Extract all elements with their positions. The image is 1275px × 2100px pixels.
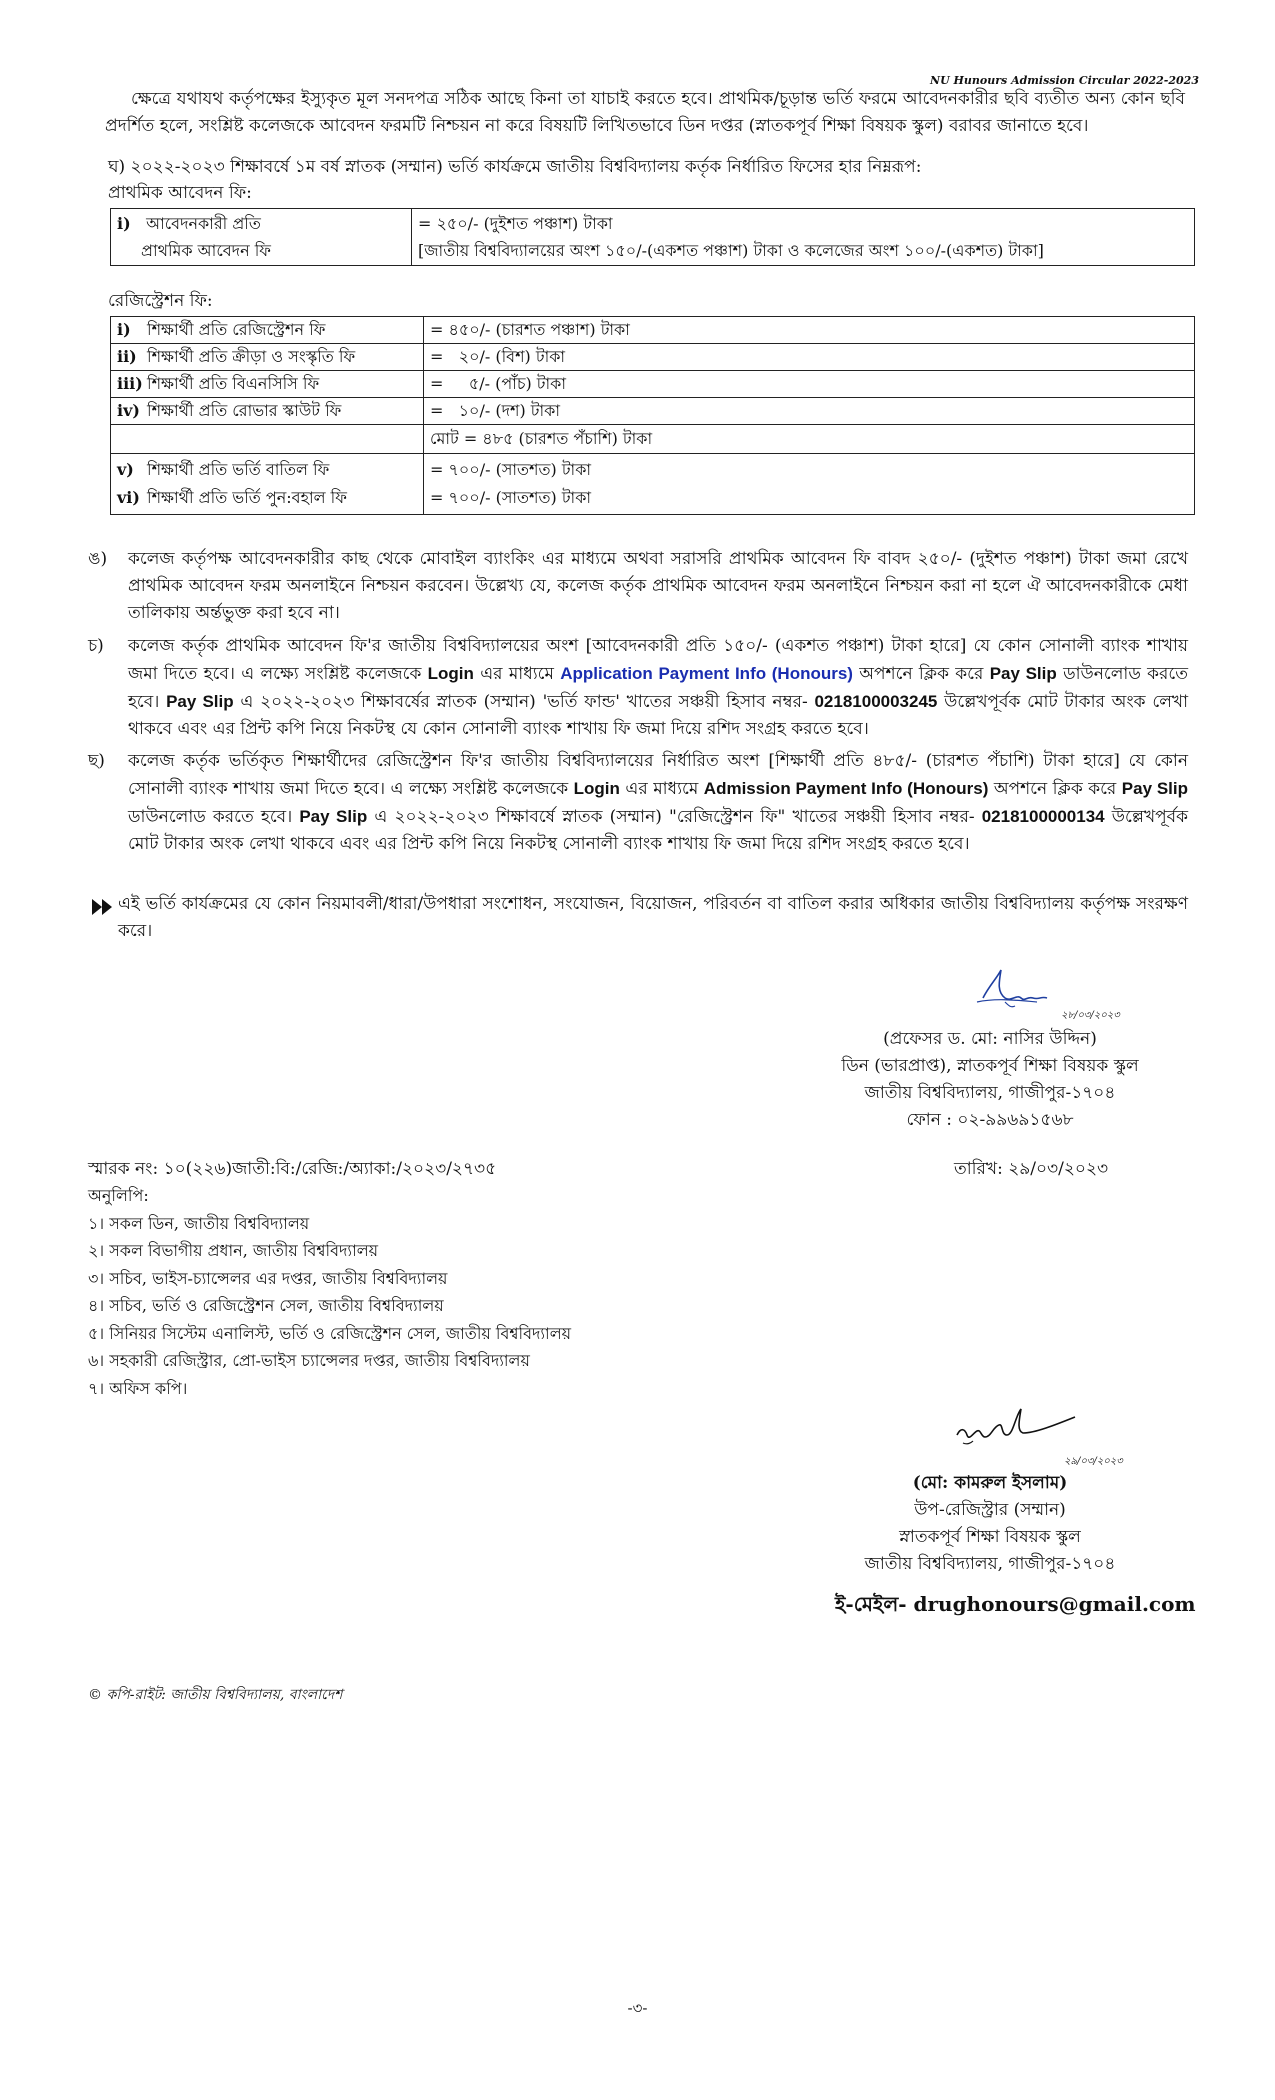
circular-header-note: NU Hunours Admission Circular 2022-2023 xyxy=(930,74,1199,87)
roman-numeral: vi) xyxy=(117,488,140,507)
memo-date: তারিখ: ২৯/০৩/২০২৩ xyxy=(954,1159,1109,1179)
deputy-registrar-title: উপ-রেজিস্ট্রার (সম্মান) xyxy=(914,1500,1066,1520)
roman-numeral: ii) xyxy=(117,347,137,366)
roman-numeral: i) xyxy=(117,214,131,233)
admission-payment-info-option: Admission Payment Info (Honours) xyxy=(703,779,989,798)
text-run: উল্লেখপূর্বক মোট টাকার অংক লেখা থাকবে এবং এর প্রিন্ট কপি নিয়ে নিকটস্থ যে কোন সোনালী ব্যাংক শাখায় ফি জমা দিয়ে রশিদ সংগ্রহ করতে হবে। xyxy=(128,692,1188,739)
fee-amount: = ৪৫০/- (চারশত পঞ্চাশ) টাকা xyxy=(430,320,630,339)
list-item: ১। সকল ডিন, জাতীয় বিশ্ববিদ্যালয় xyxy=(88,1213,310,1233)
roman-numeral: iv) xyxy=(117,401,140,420)
clause-uma xyxy=(88,546,1188,627)
application-payment-info-option: Application Payment Info (Honours) xyxy=(560,664,853,683)
deputy-registrar-name: (মো: কামরুল ইসলাম) xyxy=(912,1473,1068,1493)
contact-email-line xyxy=(835,1590,1196,1623)
intro-paragraph: ক্ষেত্রে যথাযথ কর্তৃপক্ষের ইস্যুকৃত মূল সনদপত্র সঠিক আছে কিনা তা যাচাই করতে হবে। প্রাথমিক/চূড়ান্ত ভর্তি ফরমে আবেদনকারীর ছবি ব্যতীত অন্য কোন ছবি প্রদর্শিত হলে, সংশ্লিষ্ট কলেজকে আবেদন ফরমটি নিশ্চয়ন না করে বিষয়টি লিখিতভাবে ডিন দপ্তর (স্নাতকপূর্ব শিক্ষা বিষয়ক স্কুল) বরাবর জানাতে হবে। xyxy=(105,89,1185,136)
memo-reference: স্মারক নং: ১০(২২৬)জাতী:বি:/রেজি:/অ্যাকা:/২০২৩/২৭৩৫ xyxy=(88,1159,497,1179)
registration-fee-row xyxy=(111,317,1195,344)
fee-total: মোট = ৪৮৫ (চারশত পঁচাশি) টাকা xyxy=(430,429,653,448)
fee-amount: = ১০/- (দশ) টাকা xyxy=(430,401,560,420)
clause-chha xyxy=(88,748,1188,858)
registration-fee-table xyxy=(110,316,1195,515)
pay-slip-term: Pay Slip xyxy=(1121,779,1189,798)
dean-signature-block xyxy=(830,1026,1150,1134)
contact-email: drughonours@gmail.com xyxy=(913,1592,1196,1616)
clause-reserve-rights xyxy=(88,891,1188,945)
registration-fee-heading: রেজিস্ট্রেশন ফি: xyxy=(108,291,213,311)
deputy-registrar-sign-date: ২৯/০৩/২০২৩ xyxy=(1064,1456,1123,1467)
copies-heading: অনুলিপি: xyxy=(88,1186,149,1205)
list-item: ৬। সহকারী রেজিস্ট্রার, প্রো-ভাইস চ্যান্সেলর দপ্তর, জাতীয় বিশ্ববিদ্যালয় xyxy=(88,1351,530,1370)
copies-section xyxy=(88,1182,571,1402)
list-item: ৩। সচিব, ভাইস-চ্যান্সেলর এর দপ্তর, জাতীয় বিশ্ববিদ্যালয় xyxy=(88,1268,448,1288)
list-item: ২। সকল বিভাগীয় প্রধান, জাতীয় বিশ্ববিদ্যালয় xyxy=(88,1241,379,1260)
application-fee-label-line2: প্রাথমিক আবেদন ফি xyxy=(141,241,271,260)
dean-organization: জাতীয় বিশ্ববিদ্যালয়, গাজীপুর-১৭০৪ xyxy=(864,1083,1116,1103)
dean-signature xyxy=(975,968,1075,1021)
text-run: উল্লেখপূর্বক মোট টাকার অংক লেখা থাকবে এবং এর প্রিন্ট কপি নিয়ে নিকটস্থ সোনালী ব্যাংক শাখায় ফি জমা দিয়ে রশিদ সংগ্রহ করতে হবে। xyxy=(128,807,1189,854)
fee-label: শিক্ষার্থী প্রতি ক্রীড়া ও সংস্কৃতি ফি xyxy=(147,347,356,366)
application-fee-heading: প্রাথমিক আবেদন ফি: xyxy=(108,183,252,203)
roman-numeral: i) xyxy=(117,320,131,339)
dean-sign-date: ২৮/০৩/২০২৩ xyxy=(1061,1010,1120,1021)
text-run: এর মাধ্যমে xyxy=(619,779,704,799)
text-run: অপশনে ক্লিক করে xyxy=(852,664,990,684)
deputy-registrar-signature xyxy=(955,1405,1095,1460)
clause-cha xyxy=(88,633,1188,743)
fee-label: শিক্ষার্থী প্রতি রেজিস্ট্রেশন ফি xyxy=(147,320,326,339)
clause-text: এই ভর্তি কার্যক্রমের যে কোন নিয়মাবলী/ধারা/উপধারা সংশোধন, সংযোজন, বিয়োজন, পরিবর্তন বা বাতিল করার অধিকার জাতীয় বিশ্ববিদ্যালয় কর্তৃপক্ষ সংরক্ষণ করে। xyxy=(118,894,1188,941)
fee-label: শিক্ষার্থী প্রতি বিএনসিসি ফি xyxy=(147,374,320,393)
copyright-footer: © কপি-রাইট: জাতীয় বিশ্ববিদ্যালয়, বাংলাদেশ xyxy=(88,1687,343,1703)
list-item: ৪। সচিব, ভর্তি ও রেজিস্ট্রেশন সেল, জাতীয় বিশ্ববিদ্যালয় xyxy=(88,1296,444,1315)
dean-title: ডিন (ভারপ্রাপ্ত), স্নাতকপূর্ব শিক্ষা বিষয়ক স্কুল xyxy=(841,1056,1139,1076)
text-run: অপশনে ক্লিক করে xyxy=(988,779,1122,799)
text-run: এ ২০২২-২০২৩ শিক্ষাবর্ষে স্নাতক (সম্মান) "রেজিস্ট্রেশন ফি" খাতের সঞ্চয়ী হিসাব নম্বর- xyxy=(367,807,982,827)
fee-label: শিক্ষার্থী প্রতি রোভার স্কাউট ফি xyxy=(147,401,342,420)
pay-slip-term: Pay Slip xyxy=(299,807,368,826)
dean-name: (প্রফেসর ড. মো: নাসির উদ্দিন) xyxy=(883,1029,1097,1049)
clause-text xyxy=(128,633,1188,743)
application-fee-label-cell xyxy=(111,209,412,266)
clause-marker: চ) xyxy=(88,636,104,656)
text-run: ডাউনলোড করতে হবে। xyxy=(128,807,300,827)
list-item: ৭। অফিস কপি। xyxy=(88,1378,188,1398)
dean-phone: ফোন : ০২-৯৯৬৯১৫৬৮ xyxy=(906,1110,1074,1130)
fee-label: শিক্ষার্থী প্রতি ভর্তি বাতিল ফি xyxy=(147,460,330,479)
fee-amount: = ৫/- (পাঁচ) টাকা xyxy=(430,374,566,393)
cancellation-fee-rows xyxy=(111,454,1195,515)
text-run: কলেজ কর্তৃক ভর্তিকৃত শিক্ষার্থীদের রেজিস্ট্রেশন ফি'র জাতীয় বিশ্ববিদ্যালয়ের নির্ধারিত অংশ [শিক্ষার্থী প্রতি ৪৮৫/- (চারশত পঁচাশি) টাকা হারে] যে কোন সোনালী ব্যাংক শাখায় জমা দিতে হবে। এ লক্ষ্যে সংশ্লিষ্ট কলেজকে xyxy=(128,751,1188,799)
deputy-registrar-signature-block xyxy=(840,1470,1140,1578)
roman-numeral: v) xyxy=(117,460,134,479)
clause-marker: ঙ) xyxy=(88,549,108,569)
text-run: কলেজ কর্তৃক প্রাথমিক আবেদন ফি'র জাতীয় বিশ্ববিদ্যালয়ের অংশ [আবেদনকারী প্রতি ১৫০/- (একশত পঞ্চাশ) টাকা হারে] যে কোন সোনালী ব্যাংক শাখায় জমা দিতে হবে। এ লক্ষ্যে সংশ্লিষ্ট কলেজকে xyxy=(128,636,1188,684)
pay-slip-term: Pay Slip xyxy=(166,692,234,711)
application-fee-label-line1: আবেদনকারী প্রতি xyxy=(146,214,261,233)
list-item: ৫। সিনিয়র সিস্টেম এনালিস্ট, ভর্তি ও রেজিস্ট্রেশন সেল, জাতীয় বিশ্ববিদ্যালয় xyxy=(88,1323,572,1343)
email-label: ই-মেইল- xyxy=(835,1592,914,1616)
fee-amount: = ৭০০/- (সাতশত) টাকা xyxy=(430,460,592,479)
text-run: এর মাধ্যমে xyxy=(473,664,561,684)
fee-intro: ঘ) ২০২২-২০২৩ শিক্ষাবর্ষে ১ম বর্ষ স্নাতক (সম্মান) ভর্তি কার্যক্রমে জাতীয় বিশ্ববিদ্যালয় কর্তৃক নির্ধারিত ফিসের হার নিম্নরূপ: xyxy=(108,157,922,177)
registration-fee-total-row xyxy=(111,425,1195,454)
application-fee-split: [জাতীয় বিশ্ববিদ্যালয়ের অংশ ১৫০/-(একশত পঞ্চাশ) টাকা ও কলেজের অংশ ১০০/-(একশত) টাকা] xyxy=(418,241,1044,260)
clause-text xyxy=(128,748,1188,858)
login-term: Login xyxy=(427,664,474,683)
application-fee-table xyxy=(110,208,1195,266)
roman-numeral: iii) xyxy=(117,374,143,393)
fee-label: শিক্ষার্থী প্রতি ভর্তি পুন:বহাল ফি xyxy=(147,488,347,507)
application-fee-amount-cell xyxy=(412,209,1195,266)
registration-fee-row xyxy=(111,344,1195,371)
login-term: Login xyxy=(573,779,620,798)
admission-fund-account-number: 0218100003245 xyxy=(814,692,938,711)
double-arrow-bullet-icon xyxy=(92,897,114,924)
clause-marker: ছ) xyxy=(88,751,105,771)
text-run: এ ২০২২-২০২৩ শিক্ষাবর্ষের স্নাতক (সম্মান) 'ভর্তি ফান্ড' খাতের সঞ্চয়ী হিসাব নম্বর- xyxy=(233,692,815,712)
deputy-registrar-department: স্নাতকপূর্ব শিক্ষা বিষয়ক স্কুল xyxy=(899,1527,1081,1547)
text-run: ডাউনলোড করতে হবে। xyxy=(128,664,1188,712)
clause-text: কলেজ কর্তৃপক্ষ আবেদনকারীর কাছ থেকে মোবাইল ব্যাংকিং এর মাধ্যমে অথবা সরাসরি প্রাথমিক আবেদন ফি বাবদ ২৫০/- (দুইশত পঞ্চাশ) টাকা জমা রেখে প্রাথমিক আবেদন ফরম অনলাইনে নিশ্চয়ন করবেন। উল্লেখ্য যে, কলেজ কর্তৃক প্রাথমিক আবেদন ফরম অনলাইনে নিশ্চয়ন করা না হলে ঐ আবেদনকারীকে মেধা তালিকায় অর্ন্তভুক্ত করা হবে না। xyxy=(128,549,1188,623)
registration-fee-row xyxy=(111,371,1195,398)
deputy-registrar-organization: জাতীয় বিশ্ববিদ্যালয়, গাজীপুর-১৭০৪ xyxy=(864,1554,1116,1574)
registration-fee-account-number: 0218100000134 xyxy=(981,807,1105,826)
application-fee-amount: = ২৫০/- (দুইশত পঞ্চাশ) টাকা xyxy=(418,214,613,233)
fee-amount: = ২০/- (বিশ) টাকা xyxy=(430,347,566,366)
fee-amount: = ৭০০/- (সাতশত) টাকা xyxy=(430,488,592,507)
registration-fee-row xyxy=(111,398,1195,425)
page-number: -৩- xyxy=(627,1999,648,2017)
pay-slip-term: Pay Slip xyxy=(989,664,1057,683)
